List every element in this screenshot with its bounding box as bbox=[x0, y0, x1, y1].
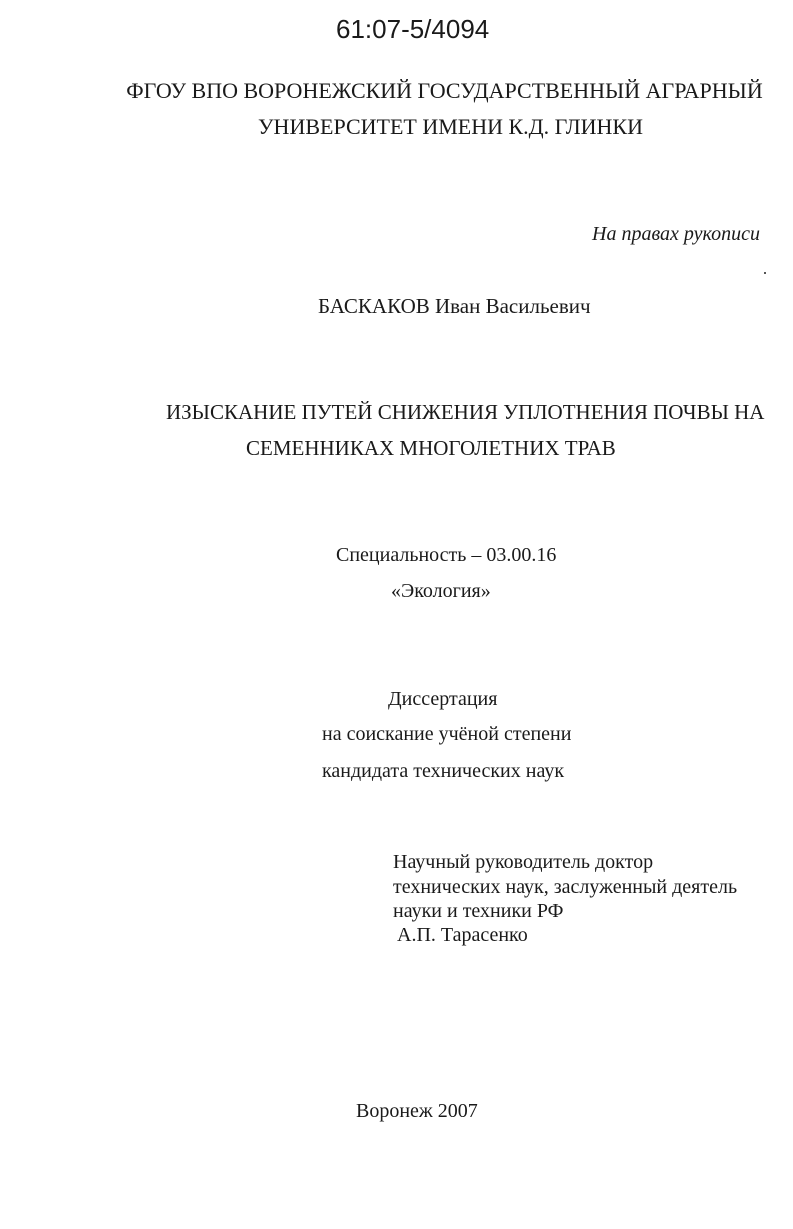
specialty-code: Специальность – 03.00.16 bbox=[336, 544, 557, 566]
institution-line-2: УНИВЕРСИТЕТ ИМЕНИ К.Д. ГЛИНКИ bbox=[257, 114, 643, 139]
thesis-title-line-1: ИЗЫСКАНИЕ ПУТЕЙ СНИЖЕНИЯ УПЛОТНЕНИЯ ПОЧВЫ НА bbox=[166, 400, 765, 424]
supervisor-line-3: науки и техники РФ bbox=[393, 900, 564, 922]
degree-line-2: кандидата технических наук bbox=[322, 760, 565, 782]
supervisor-line-1: Научный руководитель доктор bbox=[393, 851, 654, 873]
degree-line-1: на соискание учёной степени bbox=[322, 723, 572, 745]
catalog-number: 61:07-5/4094 bbox=[336, 14, 490, 44]
thesis-title-line-2: СЕМЕННИКАХ МНОГОЛЕТНИХ ТРАВ bbox=[246, 436, 616, 460]
specialty-name: «Экология» bbox=[391, 580, 491, 602]
dissertation-label: Диссертация bbox=[388, 688, 498, 710]
manuscript-rights-note: На правах рукописи bbox=[592, 223, 760, 245]
city-year: Воронеж 2007 bbox=[356, 1100, 478, 1122]
scan-speck bbox=[764, 272, 766, 274]
author-name: БАСКАКОВ Иван Васильевич bbox=[318, 294, 591, 318]
supervisor-line-2: технических наук, заслуженный деятель bbox=[393, 876, 738, 898]
institution-line-1: ФГОУ ВПО ВОРОНЕЖСКИЙ ГОСУДАРСТВЕННЫЙ АГРАРНЫЙ bbox=[126, 78, 763, 103]
supervisor-name: А.П. Тарасенко bbox=[397, 924, 528, 946]
